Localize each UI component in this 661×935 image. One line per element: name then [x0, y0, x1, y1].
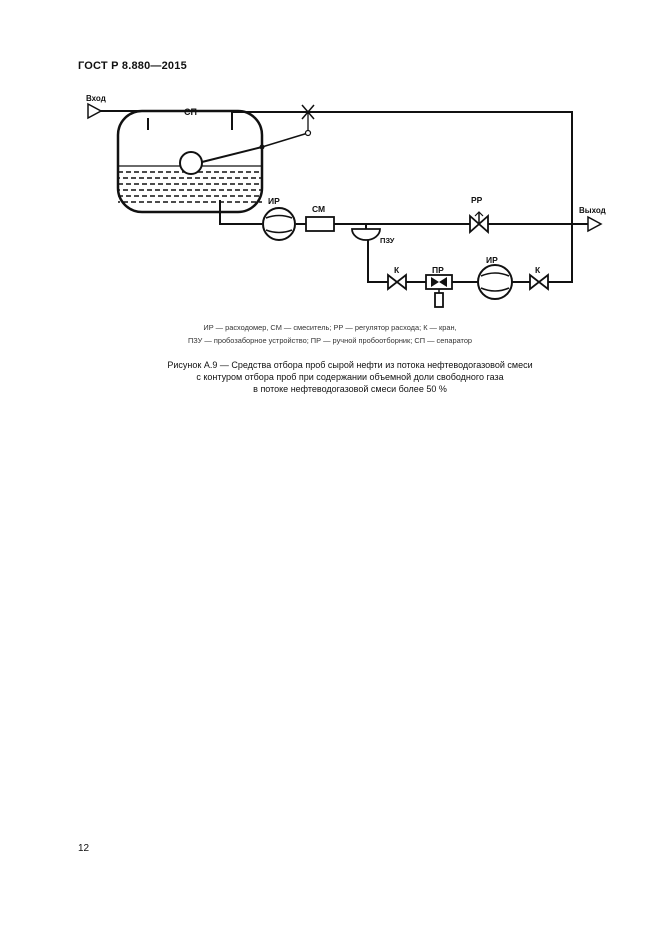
flow-regulator-symbol	[470, 212, 488, 232]
page-number: 12	[78, 843, 90, 854]
flowmeter-1-symbol	[263, 208, 295, 240]
legend-line-1: ИР — расходомер, СМ — смеситель; РР — регулятор расхода; К — кран,	[203, 323, 457, 332]
flowmeter-2-symbol	[478, 265, 512, 299]
flow-regulator-label: РР	[471, 195, 483, 205]
mixer-symbol	[306, 217, 334, 231]
flowmeter-1-label: ИР	[268, 196, 280, 206]
manual-sampler-symbol	[426, 275, 452, 307]
figure-caption-line-3: в потоке нефтеводогазовой смеси более 50 %	[253, 384, 447, 394]
sampling-device-symbol	[352, 224, 380, 240]
sampling-scheme-diagram	[0, 0, 661, 320]
valve-2-label: К	[535, 265, 541, 275]
figure-caption-line-1: Рисунок А.9 — Средства отбора проб сырой нефти из потока нефтеводогазовой смеси	[167, 360, 533, 370]
mixer-label: СМ	[312, 204, 326, 214]
standard-header: ГОСТ Р 8.880—2015	[78, 60, 187, 72]
inlet-label: Вход	[86, 94, 106, 103]
manual-sampler-label: ПР	[432, 265, 444, 275]
flowmeter-2-label: ИР	[486, 255, 498, 265]
legend-line-2: ПЗУ — пробозаборное устройство; ПР — ручной пробоотборник; СП — сепаратор	[187, 336, 473, 345]
outlet-arrow	[588, 217, 601, 231]
separator-label: СП	[184, 107, 197, 117]
sampling-device-label: ПЗУ	[380, 236, 395, 245]
valve-1-symbol	[388, 275, 406, 289]
figure-caption-line-2: с контуром отбора проб при содержании объемной доли свободного газа	[196, 372, 504, 382]
valve-1-label: К	[394, 265, 400, 275]
separator-tank	[118, 111, 265, 212]
outlet-label: Выход	[579, 206, 606, 215]
valve-2-symbol	[530, 275, 548, 289]
